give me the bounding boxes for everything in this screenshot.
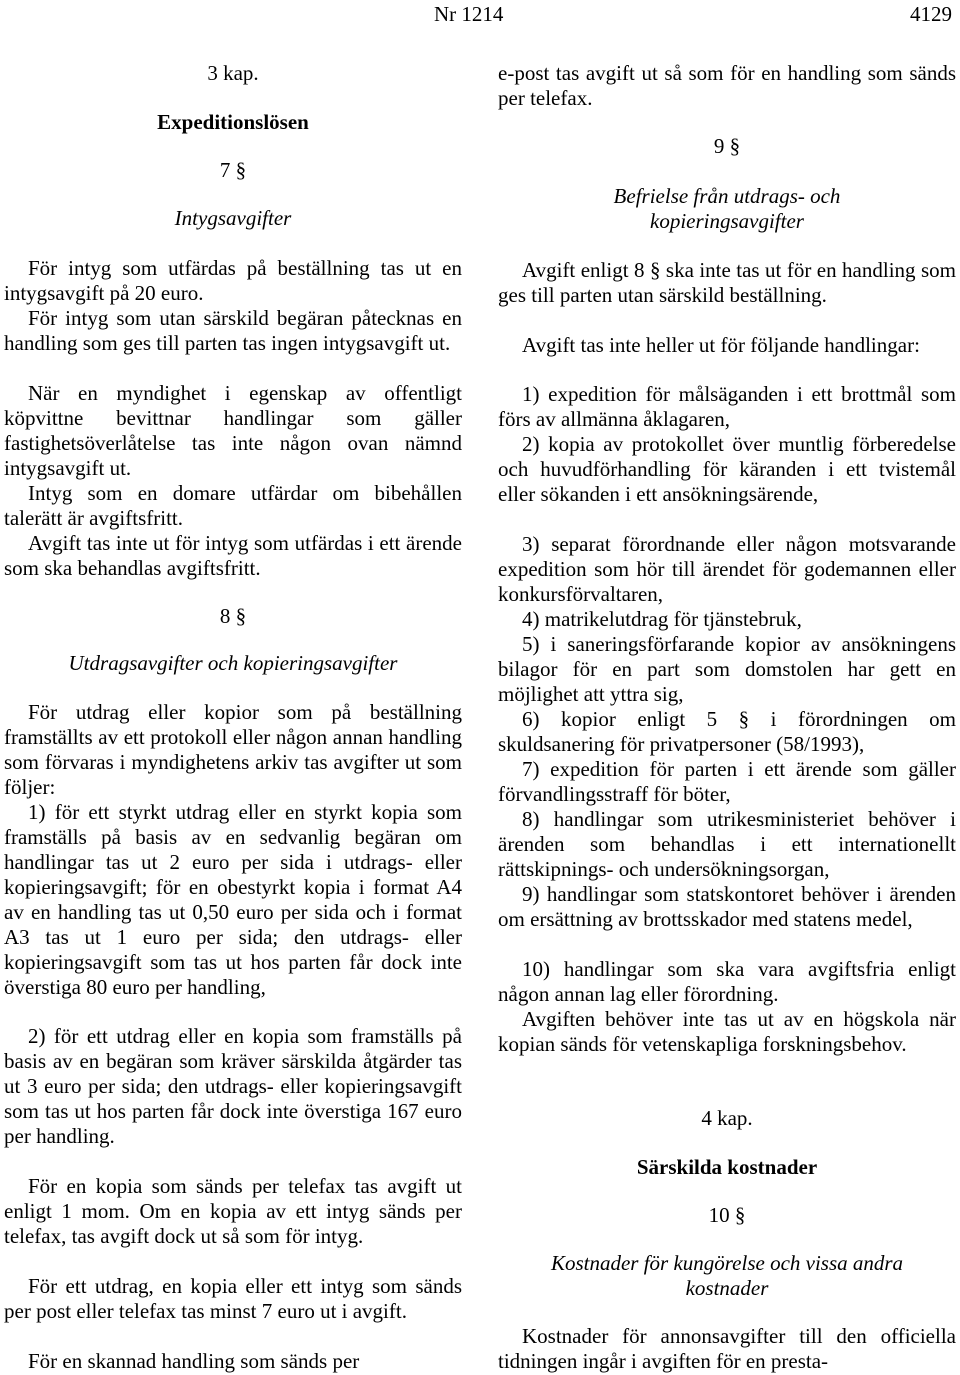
section-7-number: 7 § xyxy=(219,158,247,182)
section-8-item-1: 1) för ett styrkt utdrag eller en styrkt kopia som framställs på basis av en sedvanlig begäran om handlingar tas ut 2 euro per sida i utdrags- eller kopieringsavgift; för en obestyrkt kopia i format A4 av en handling tas ut 0,50 euro per sida och i format A3 tas ut 1 euro per sida; den utdrags- eller kopieringsavgift som tas ut hos parten får dock inte överstiga 80 euro per handling, xyxy=(4,800,462,999)
section-8-paragraph-5: För ett utdrag, en kopia eller ett intyg som sänds per post eller telefax tas minst 7 euro ut i avgift. xyxy=(4,1274,462,1323)
list-item: 5) i saneringsförfarande kopior av ansökningens bilagor för en part som domstolen har gett en möjlighet att yttra sig, xyxy=(498,632,956,706)
section-7-paragraph-1: För intyg som utfärdas på beställning tas ut en intygsavgift på 20 euro. xyxy=(4,256,462,305)
chapter-title: Expeditionslösen xyxy=(157,110,309,134)
chapter-title: Särskilda kostnader xyxy=(636,1155,818,1179)
list-item: 9) handlingar som statskontoret behöver i ärenden om ersättning av brottsskador med statens medel, xyxy=(498,882,956,931)
section-9-number: 9 § xyxy=(713,134,741,158)
statute-number: Nr 1214 xyxy=(434,2,504,26)
chapter-heading: 4 kap. xyxy=(701,1106,753,1130)
section-9-title: Befrielse från utdrags- och kopieringsavgifter xyxy=(613,184,841,233)
section-9-paragraph-3: Avgiften behöver inte tas ut av en högskola när kopian sänds för vetenskapliga forskningsbehov. xyxy=(498,1007,956,1056)
section-8-item-2: 2) för ett utdrag eller en kopia som framställs på basis av en begäran som kräver särskilda åtgärder tas ut 3 euro per sida; den utdrags- eller kopieringsavgift som tas ut hos parten får dock inte överstiga 167 euro per handling. xyxy=(4,1024,462,1148)
section-7-paragraph-4: Intyg som en domare utfärdar om bibehållen talerätt är avgiftsfritt. xyxy=(4,481,462,530)
continued-paragraph: e-post tas avgift ut så som för en handling som sänds per telefax. xyxy=(498,61,956,110)
section-9-paragraph-2: Avgift tas inte heller ut för följande handlingar: xyxy=(522,333,920,357)
section-8-paragraph-1: För utdrag eller kopior som på beställning framställts av ett protokoll eller någon annan handling som förvaras i myndighetens arkiv tas avgifter ut som följer: xyxy=(4,700,462,799)
section-7-paragraph-5: Avgift tas inte ut för intyg som utfärdas i ett ärende som ska behandlas avgiftsfritt. xyxy=(4,531,462,580)
chapter-heading: 3 kap. xyxy=(207,61,259,85)
section-7-title: Intygsavgifter xyxy=(174,206,292,230)
section-8-title: Utdragsavgifter och kopieringsavgifter xyxy=(68,651,398,675)
list-item: 10) handlingar som ska vara avgiftsfria enligt någon annan lag eller förordning. xyxy=(498,957,956,1006)
list-item: 3) separat förordnande eller någon motsvarande expedition som hör till ärendet för godemannen eller konkursförvaltaren, xyxy=(498,532,956,606)
list-item: 2) kopia av protokollet över muntlig förberedelse och huvudförhandling för käranden i ett tvistemål eller sökanden i ett ansökningsärende, xyxy=(498,432,956,506)
page-header xyxy=(0,0,960,30)
list-item: 4) matrikelutdrag för tjänstebruk, xyxy=(522,607,802,631)
section-7-paragraph-2: För intyg som utan särskild begäran påtecknas en handling som ges till parten tas ingen intygsavgift ut. xyxy=(4,306,462,355)
section-8-paragraph-6: För en skannad handling som sänds per xyxy=(28,1349,360,1373)
section-10-number: 10 § xyxy=(708,1203,746,1227)
section-10-paragraph-1: Kostnader för annonsavgifter till den officiella tidningen ingår i avgiften för en presta- xyxy=(498,1324,956,1373)
section-9-paragraph-1: Avgift enligt 8 § ska inte tas ut för en handling som ges till parten utan särskild beställning. xyxy=(498,258,956,307)
section-8-number: 8 § xyxy=(219,604,247,628)
list-item: 8) handlingar som utrikesministeriet behöver i ärenden som behandlas i ett internationellt rättskipnings- och undersökningsorgan, xyxy=(498,807,956,881)
list-item: 1) expedition för målsäganden i ett brottmål som förs av allmänna åklagaren, xyxy=(498,382,956,431)
section-10-title: Kostnader för kungörelse och vissa andra kostnader xyxy=(550,1251,904,1300)
list-item: 6) kopior enligt 5 § i förordningen om skuldsanering för privatpersoner (58/1993), xyxy=(498,707,956,756)
page-number: 4129 xyxy=(910,2,952,26)
list-item: 7) expedition för parten i ett ärende som gäller förvandlingsstraff för böter, xyxy=(498,757,956,806)
section-8-paragraph-4: För en kopia som sänds per telefax tas avgift ut enligt 1 mom. Om en kopia av ett intyg sänds per telefax, tas avgift dock ut så som för intyg. xyxy=(4,1174,462,1248)
section-7-paragraph-3: När en myndighet i egenskap av offentligt köpvittne bevittnar handlingar som gäller fastighetsöverlåtelse tas inte någon ovan nämnd intygsavgift ut. xyxy=(4,381,462,480)
